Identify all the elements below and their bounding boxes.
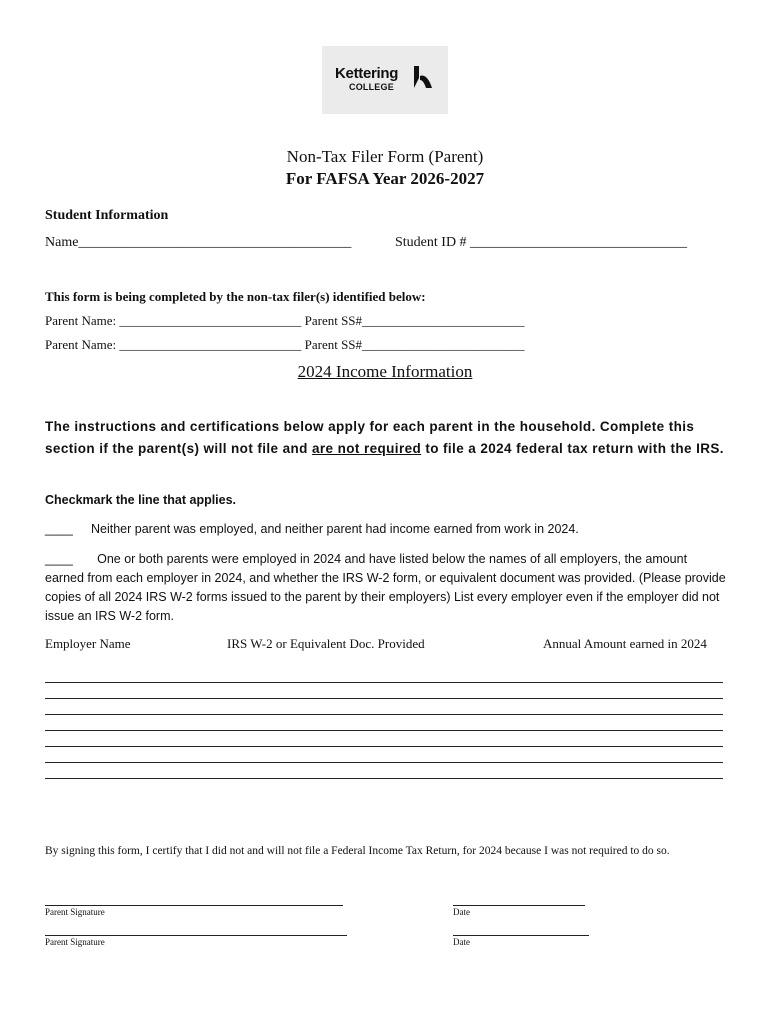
date-1-label: Date [453, 907, 470, 917]
logo-subtitle: COLLEGE [349, 82, 394, 92]
col-annual-amount: Annual Amount earned in 2024 [543, 636, 707, 651]
option-2-blank[interactable]: ____ [45, 552, 73, 566]
employer-line[interactable] [45, 698, 723, 699]
student-id-field[interactable]: Student ID # _______________________________ [395, 235, 688, 250]
checkmark-heading: Checkmark the line that applies. [45, 493, 237, 507]
option-1-text: Neither parent was employed, and neither parent had income earned from work in 2024. [91, 522, 579, 536]
kettering-mark-icon [412, 64, 434, 90]
certification-text: By signing this form, I certify that I did not and will not file a Federal Income Tax Return, for 2024 because I was not required to do so. [45, 845, 670, 857]
instructions-underlined: are not required [311, 441, 422, 456]
student-name-field[interactable]: Name_______________________________________ [45, 235, 352, 250]
income-instructions [45, 416, 735, 460]
college-logo [322, 46, 448, 114]
form-year: For FAFSA Year 2026-2027 [285, 169, 485, 188]
signature-line-1[interactable] [45, 905, 343, 906]
parent-row-1[interactable]: Parent Name: ____________________________ Parent SS#_________________________ [45, 313, 525, 328]
employer-line[interactable] [45, 730, 723, 731]
signature-1-label: Parent Signature [45, 907, 105, 917]
employer-line[interactable] [45, 778, 723, 779]
logo-name: Kettering [335, 65, 399, 82]
form-title: Non-Tax Filer Form (Parent) [286, 147, 484, 166]
employer-line[interactable] [45, 746, 723, 747]
employer-line[interactable] [45, 714, 723, 715]
col-employer-name: Employer Name [45, 636, 131, 651]
parents-heading: This form is being completed by the non-tax filer(s) identified below: [45, 289, 426, 304]
employer-line[interactable] [45, 682, 723, 683]
student-info-heading: Student Information [45, 208, 169, 223]
option-1-blank[interactable]: ____ [45, 522, 73, 536]
col-w2-provided: IRS W-2 or Equivalent Doc. Provided [227, 636, 425, 651]
income-section-title: 2024 Income Information [297, 362, 473, 381]
instructions-part-1: The instructions and certifications below apply for each parent in the household. Complete this section if the parent(s) will not file and [45, 419, 695, 456]
instructions-part-2: to file a 2024 federal tax return with the IRS. [421, 441, 724, 456]
signature-line-2[interactable] [45, 935, 347, 936]
date-line-2[interactable] [453, 935, 589, 936]
option-2-text: One or both parents were employed in 2024 and have listed below the names of all employers, the amount earned from each employer in 2024, and whether the IRS W-2 form, or equivalent document was provided. (Please provide copies of all 2024 IRS W-2 forms issued to the parent by their employers) List every employer even if the employer did not issue an IRS W-2 form. [45, 552, 726, 623]
date-line-1[interactable] [453, 905, 585, 906]
signature-2-label: Parent Signature [45, 937, 105, 947]
date-2-label: Date [453, 937, 470, 947]
parent-row-2[interactable]: Parent Name: ____________________________ Parent SS#_________________________ [45, 337, 525, 352]
employer-line[interactable] [45, 762, 723, 763]
option-2 [45, 550, 727, 626]
